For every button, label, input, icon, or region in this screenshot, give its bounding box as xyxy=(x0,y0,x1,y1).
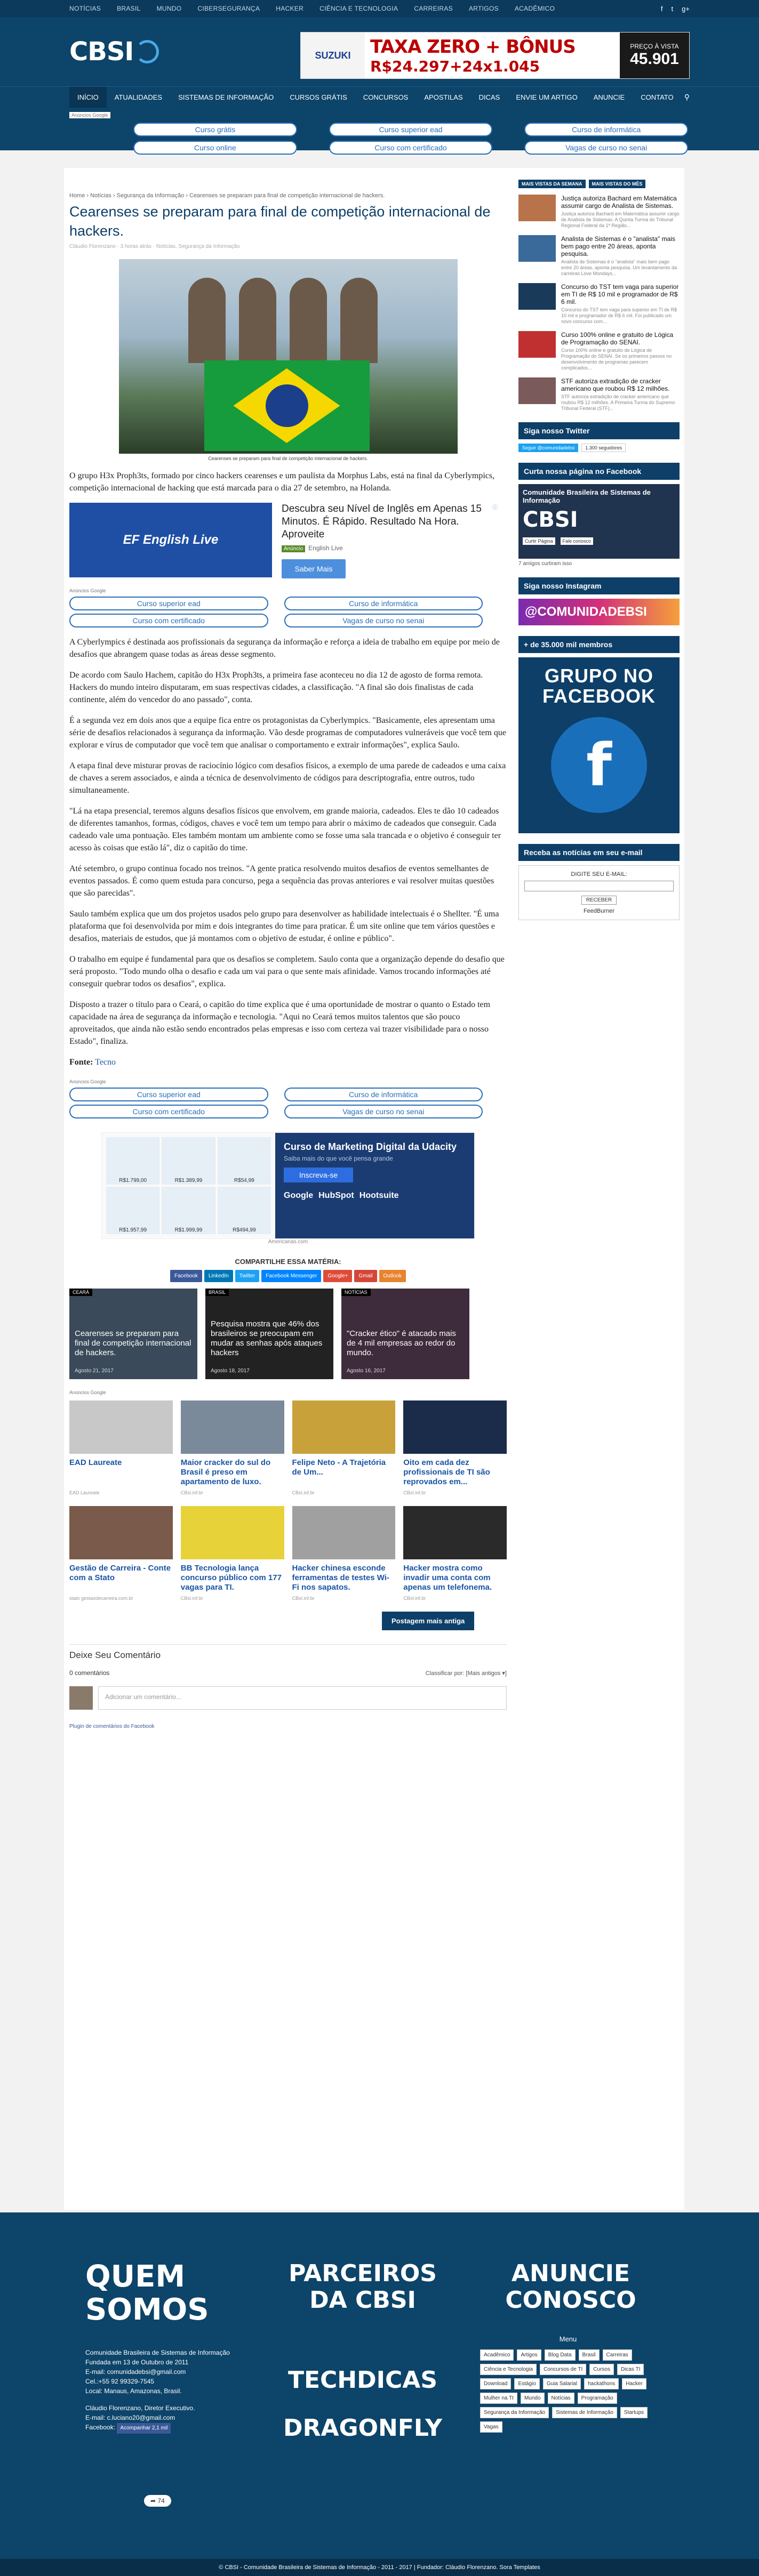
site-header xyxy=(0,17,759,86)
tag-link[interactable]: Programação xyxy=(578,2393,617,2404)
article-paragraph: Saulo também explica que um dos projetos usados pelo grupo para desenvolver as habilidade intelectuais é o Shellter. "É uma plataforma que foi desenvolvida por mim e dois integrantes do time para praticar. É um site online que tem vários questões e desafios, materiais de estudos, que já montamos com o objetivo de estudar, é online e público". xyxy=(69,909,499,943)
english-live-ad[interactable] xyxy=(69,503,499,577)
product-tile[interactable]: R$1.999,99 xyxy=(162,1187,215,1234)
rec-thumb xyxy=(292,1400,396,1454)
ad-link-pill[interactable]: Curso de informática xyxy=(284,1088,483,1101)
rec-thumb xyxy=(292,1506,396,1559)
ad-brand-image: EF English Live xyxy=(69,503,272,577)
popular-post[interactable] xyxy=(518,283,680,325)
post-title: Curso 100% online e gratuito de Lógica de Programação do SENAI. xyxy=(561,331,674,346)
article-source xyxy=(69,1056,507,1068)
ad-choices-label: Anúncios Google xyxy=(69,588,106,593)
tag-link[interactable]: Brasil xyxy=(579,2349,600,2361)
person-figure xyxy=(290,278,327,363)
related-date: Agosto 18, 2017 xyxy=(211,1368,250,1374)
group-widget xyxy=(518,636,680,833)
article-content xyxy=(64,168,512,1729)
tag-link[interactable]: Carreiras xyxy=(603,2349,632,2361)
top-ad-links xyxy=(0,108,759,150)
ad-link-pill[interactable]: Curso grátis xyxy=(133,123,297,136)
related-tag: NOTÍCIAS xyxy=(341,1289,371,1296)
fb-like-button[interactable]: Curtir Página xyxy=(523,537,555,545)
footer-tags xyxy=(480,2349,656,2433)
article-paragraph: O grupo H3x Proph3ts, formado por cinco hackers cearenses e um paulista da Morphus Labs, está na final da Cyberlympics, competição internacional de hacking que está marcada para o dia 27 de setembro, na Holanda. xyxy=(69,471,495,493)
tag-link[interactable]: hackathons xyxy=(584,2378,619,2389)
tag-link[interactable]: Mulher na TI xyxy=(480,2393,517,2404)
recommended-item[interactable] xyxy=(292,1400,396,1495)
rec-thumb xyxy=(403,1506,507,1559)
article-paragraph: De acordo com Saulo Hachem, capitão do H3x Proph3ts, a primeira fase aconteceu no dia 12 de agosto de forma remota. Hackers do mundo inteiro disputaram, em suas respectivas cidades, a classificação. "A final são dois finalistas de cada continente, além do vencedor do ano passado", conta. xyxy=(69,671,483,704)
footer-line: Fundada em 13 de Outubro de 2011 xyxy=(85,2358,189,2366)
share-title: COMPARTILHE ESSA MATÉRIA: xyxy=(235,1258,341,1266)
related-post-card[interactable] xyxy=(69,1289,197,1379)
rec-thumb xyxy=(69,1506,173,1559)
main-nav xyxy=(0,86,759,108)
tag-link[interactable]: Estágio xyxy=(514,2378,539,2389)
rec-thumb xyxy=(181,1506,284,1559)
topbar-link[interactable]: NOTÍCIAS xyxy=(69,5,101,12)
ad-choices-label: Anúncios Google xyxy=(69,1390,106,1395)
rec-source: stato gestaodecarreira.com.br xyxy=(69,1596,133,1601)
udacity-sub: Saiba mais do que você pensa grande xyxy=(284,1155,393,1162)
ad-link-pill[interactable]: Curso de informática xyxy=(524,123,688,136)
facebook-group-banner[interactable] xyxy=(518,657,680,833)
article-paragraph: Disposto a trazer o título para o Ceará, o capitão do time explica que é uma oportunidade de mostrar o quanto o Estado tem capacidade na área de segurança da informação e tecnologia. "Aqui no Ceará temos muitos talentos que são pouco aproveitados, que ainda não estão sendo encontrados pelas empresas e isso com certeza vai trazer visibilidade para o nosso Estado", finaliza. xyxy=(69,1000,491,1046)
copyright-bar: © CBSI - Comunidade Brasileira de Sistemas de Informação - 2011 - 2017 | Fundador: Cláudio Florenzano. Sora Templates xyxy=(0,2559,759,2576)
facebook-icon: f xyxy=(551,717,647,813)
nav-item-envie[interactable]: ENVIE UM ARTIGO xyxy=(516,93,578,101)
nav-item-sistemas[interactable]: SISTEMAS DE INFORMAÇÃO xyxy=(178,93,274,101)
comments-title: Deixe Seu Comentário xyxy=(69,1650,161,1660)
recommended-item[interactable] xyxy=(403,1400,507,1495)
tag-link[interactable]: Guia Salarial xyxy=(543,2378,581,2389)
mid-ad-links xyxy=(69,597,483,627)
rec-thumb xyxy=(69,1400,173,1454)
tab-weekly[interactable]: MAIS VISTAS DA SEMANA xyxy=(518,180,586,188)
share-count: 74 xyxy=(157,2497,165,2505)
partner-techdicas[interactable]: TECHDICAS xyxy=(287,2366,438,2394)
share-outlook-button[interactable]: Outlook xyxy=(379,1270,406,1282)
product-tile[interactable]: R$1.799,00 xyxy=(106,1137,159,1185)
nav-item-anuncie[interactable]: ANUNCIE xyxy=(593,93,625,101)
rec-thumb xyxy=(181,1400,284,1454)
person-figure xyxy=(340,278,378,363)
widget-title: Receba as notícias em seu e-mail xyxy=(518,844,680,861)
product-tile[interactable]: R$1.957,99 xyxy=(106,1187,159,1234)
facebook-page-box[interactable] xyxy=(518,484,680,559)
footer-menu-title: Menu xyxy=(559,2335,577,2343)
comment-input[interactable]: Adicionar um comentário... xyxy=(98,1686,507,1710)
banner-price: 45.901 xyxy=(630,50,679,68)
footer-line: Cel.:+55 92 99329-7545 xyxy=(85,2378,155,2385)
newsletter-widget xyxy=(518,844,680,920)
footer-line: Cláudio Florenzano, Diretor Executivo. xyxy=(85,2404,195,2412)
comments-sort[interactable]: Classificar por: [Mais antigos ▾] xyxy=(425,1670,507,1677)
share-gmail-button[interactable]: Gmail xyxy=(354,1270,377,1282)
sort-value: Mais antigos xyxy=(467,1670,501,1677)
source-link[interactable]: Tecno xyxy=(95,1058,116,1067)
related-title: "Cracker ético" é atacado mais de 4 mil empresas ao redor do mundo. xyxy=(347,1329,456,1357)
topbar-link[interactable]: CIÊNCIA E TECNOLOGIA xyxy=(319,5,398,12)
post-thumb xyxy=(518,195,556,221)
banner-brand: SUZUKI xyxy=(301,33,365,78)
post-title: Analista de Sistemas é o "analista" mais bem pago entre 20 áreas, aponta pesquisa. xyxy=(561,235,675,257)
topbar-link[interactable]: HACKER xyxy=(276,5,304,12)
facebook-label: Facebook: xyxy=(85,2424,116,2431)
recommended-item[interactable] xyxy=(181,1400,284,1495)
ad-link-pill[interactable]: Vagas de curso no senai xyxy=(524,141,688,155)
post-title: Concurso do TST tem vaga para superior em TI de R$ 10 mil e programador de R$ 6 mil. xyxy=(561,283,679,305)
rec-source: CBsI.inf.br xyxy=(180,1490,203,1495)
tag-link[interactable]: Mundo xyxy=(521,2393,545,2404)
nav-item-dicas[interactable]: DICAS xyxy=(478,93,500,101)
facebook-plugin-link[interactable]: Plugin de comentários do Facebook xyxy=(69,1724,155,1729)
tag-link[interactable]: Acadêmico xyxy=(480,2349,514,2361)
facebook-icon[interactable]: f xyxy=(660,4,663,13)
product-tile[interactable]: R$54,99 xyxy=(218,1137,271,1185)
related-posts xyxy=(69,1289,507,1379)
related-date: Agosto 21, 2017 xyxy=(75,1368,114,1374)
avatar xyxy=(69,1686,93,1710)
twitter-widget xyxy=(518,422,680,452)
comments-section xyxy=(69,1644,507,1729)
person-figure xyxy=(239,278,276,363)
tag-link[interactable]: Ciência e Tecnologia xyxy=(480,2364,537,2375)
tag-link[interactable]: Cursos xyxy=(589,2364,614,2375)
rec-title: Maior cracker do sul do Brasil é preso em apartamento de luxo. xyxy=(180,1458,271,1486)
header-ad-banner[interactable] xyxy=(300,32,690,79)
comments-count: 0 comentários xyxy=(69,1669,110,1677)
tag-link[interactable]: Artigos xyxy=(517,2349,541,2361)
footer-anuncie[interactable]: ANUNCIE CONOSCO xyxy=(505,2260,636,2314)
facebook-widget xyxy=(518,463,680,567)
brand-logo: Hootsuite xyxy=(359,1191,399,1200)
article-paragraph: O trabalho em equipe é fundamental para que os desafios se completem. Saulo conta que a organização depende do desafio que será proposto. "Todo mundo olha o desafio e cada um vai para o que sente mais afinidade. Vamos trocando informações até conseguir quebrar todos os desafios", explica. xyxy=(69,955,505,988)
tag-link[interactable]: Dicas TI xyxy=(617,2364,644,2375)
article-paragraph: É a segunda vez em dois anos que a equipe fica entre os protagonistas da Cyberlympics. "Basicamente, eles apresentam uma série de desafios relacionados à segurança da informação. Vão desde programas de computadores vulneráveis que você tem que explorar e vírus de computador que você tem que analisar o comportamento e extrair informações", explica Saulo. xyxy=(69,716,506,750)
footer-parceiros: PARCEIROS DA CBSI xyxy=(289,2260,437,2314)
ad-link-pill[interactable]: Curso de informática xyxy=(284,597,483,610)
bottom-ad-links xyxy=(69,1088,483,1118)
fb-logo: CBSI xyxy=(523,508,578,532)
ad-link-pill[interactable]: Curso com certificado xyxy=(329,141,493,155)
tag-link[interactable]: Segurança da Informação xyxy=(480,2407,549,2418)
udacity-cta-button[interactable]: Inscreva-se xyxy=(284,1168,353,1182)
brand-logo: HubSpot xyxy=(318,1191,354,1200)
footer-line: Local: Manaus, Amazonas, Brasil. xyxy=(85,2387,182,2395)
nav-item-cursos[interactable]: CURSOS GRÁTIS xyxy=(290,93,347,101)
post-thumb xyxy=(518,283,556,310)
rec-title: Hacker mostra como invadir uma conta com apenas um telefonema. xyxy=(403,1564,492,1592)
breadcrumb: Home › Notícias › Segurança da Informação › Cearenses se preparam para final de competição internacional de hackers. xyxy=(69,192,385,199)
related-post-card[interactable] xyxy=(205,1289,333,1379)
ad-link-pill[interactable]: Curso com certificado xyxy=(69,1105,268,1118)
tab-monthly[interactable]: MAIS VISTAS DO MÊS xyxy=(589,180,646,188)
post-excerpt: Justiça autoriza Bachard em Matemática assumir cargo de Analista de Sistemas. A Quinta Turma do Tribunal Regional Federal da 1ª Região... xyxy=(561,211,680,228)
fb-friends: 7 amigos curtiram isso xyxy=(518,561,572,567)
tag-link[interactable]: Sistemas de Informação xyxy=(552,2407,617,2418)
nav-item-apostilas[interactable]: APOSTILAS xyxy=(424,93,463,101)
fb-message-button[interactable]: Fale conosco xyxy=(561,537,594,545)
ad-link-pill[interactable]: Vagas de curso no senai xyxy=(284,1105,483,1118)
related-post-card[interactable] xyxy=(341,1289,469,1379)
topbar-link[interactable]: BRASIL xyxy=(117,5,141,12)
post-excerpt: STF autoriza extradição de cracker americano que roubou R$ 12 milhões. A Primeira Turma do Supremo Tribunal Federal (STF)... xyxy=(561,394,675,411)
main-container xyxy=(64,168,684,2210)
twitter-count: 1.300 seguidores xyxy=(581,444,626,452)
rec-thumb xyxy=(403,1400,507,1454)
post-thumb xyxy=(518,377,556,404)
older-posts-button[interactable]: Postagem mais antiga xyxy=(382,1612,474,1630)
logo-text: CBSI xyxy=(69,37,134,67)
site-logo[interactable] xyxy=(69,30,176,73)
post-thumb xyxy=(518,331,556,358)
ad-link-pill[interactable]: Vagas de curso no senai xyxy=(284,614,483,627)
popular-post[interactable] xyxy=(518,235,680,277)
related-tag: BRASIL xyxy=(205,1289,229,1296)
ad-choices-label: Anúncios Google xyxy=(69,1079,106,1084)
recommended-item[interactable] xyxy=(181,1506,284,1601)
ad-advertiser: English Live xyxy=(308,544,343,552)
tag-link[interactable]: Startups xyxy=(620,2407,648,2418)
related-title: Pesquisa mostra que 46% dos brasileiros se preocupam em mudar as senhas após ataques hackers xyxy=(211,1319,323,1357)
rec-source: CBsI.inf.br xyxy=(180,1596,203,1601)
rec-title: Gestão de Carreira - Conte com a Stato xyxy=(69,1564,171,1582)
feedburner-label: FeedBurner xyxy=(583,908,615,914)
banner-offer: R$24.297+24x1.045 xyxy=(370,57,540,75)
google-plus-icon[interactable]: g+ xyxy=(682,4,690,13)
share-icon: ➦ xyxy=(150,2497,156,2505)
tag-link[interactable]: Vagas xyxy=(480,2421,502,2433)
footer-line: E-mail: c.luciano20@gmail.com xyxy=(85,2414,175,2421)
share-google-button[interactable]: Google+ xyxy=(323,1270,352,1282)
ad-choices-label: Anúncios Google xyxy=(69,112,110,118)
source-label: Fonte: xyxy=(69,1058,93,1067)
ad-link-pill[interactable]: Curso online xyxy=(133,141,297,155)
topbar-link[interactable]: CIBERSEGURANÇA xyxy=(197,5,260,12)
topbar-link[interactable]: CARREIRAS xyxy=(414,5,453,12)
product-tile[interactable]: R$494,99 xyxy=(218,1187,271,1234)
ad-link-pill[interactable]: Curso com certificado xyxy=(69,614,268,627)
related-tag: CEARÁ xyxy=(69,1289,92,1296)
nav-item-atualidades[interactable]: ATUALIDADES xyxy=(114,93,163,101)
instagram-widget xyxy=(518,577,680,625)
tag-link[interactable]: Blog Data xyxy=(545,2349,576,2361)
tag-link[interactable]: Notícias xyxy=(548,2393,574,2404)
post-excerpt: Curso 100% online e gratuito de Lógica de Programação do SENAI. Se os primeiros passos no desenvolvimento de programas parecem complicados... xyxy=(561,348,672,371)
recommended-item[interactable] xyxy=(69,1400,173,1495)
nav-item-inicio[interactable]: INÍCIO xyxy=(69,87,107,108)
popular-post[interactable] xyxy=(518,195,680,229)
brazil-flag xyxy=(204,360,370,451)
page-title: Cearenses se preparam para final de competição internacional de hackers. xyxy=(69,204,491,239)
related-date: Agosto 16, 2017 xyxy=(347,1368,386,1374)
footer-quem-somos: QUEM SOMOS xyxy=(85,2259,209,2327)
widget-title: + de 35.000 mil membros xyxy=(518,636,680,653)
udacity-title: Curso de Marketing Digital da Udacity xyxy=(284,1141,457,1152)
rec-title: Felipe Neto - A Trajetória de Um... xyxy=(292,1458,386,1477)
recommended-item[interactable] xyxy=(403,1506,507,1601)
rec-title: BB Tecnologia lança concurso público com 177 vagas para TI. xyxy=(180,1564,282,1592)
tag-link[interactable]: Download xyxy=(480,2378,511,2389)
nav-item-contato[interactable]: CONTATO xyxy=(641,93,674,101)
twitter-icon[interactable]: t xyxy=(671,4,674,13)
banner-headline: TAXA ZERO + BÔNUS xyxy=(370,36,576,58)
ad-info-icon[interactable]: ⓘ xyxy=(492,505,498,511)
shopping-ad[interactable] xyxy=(101,1132,475,1239)
topbar-link[interactable]: MUNDO xyxy=(156,5,182,12)
tag-link[interactable]: Concursos de TI xyxy=(540,2364,586,2375)
related-title: Cearenses se preparam para final de competição internacional de hackers. xyxy=(75,1329,191,1357)
nav-item-concursos[interactable]: CONCURSOS xyxy=(363,93,409,101)
popular-post[interactable] xyxy=(518,377,680,412)
rec-source: CBsI.inf.br xyxy=(292,1490,315,1495)
ad-link-pill[interactable]: Curso superior ead xyxy=(69,597,268,610)
footer-line: Comunidade Brasileira de Sistemas de Informação xyxy=(85,2349,230,2356)
rec-source: EAD Laureate xyxy=(69,1490,100,1495)
subscribe-button[interactable]: RECEBER xyxy=(581,896,617,905)
ad-badge: Anúncio xyxy=(282,545,305,552)
fb-page-name: Comunidade Brasileira de Sistemas de Informação xyxy=(523,488,651,504)
shop-caption: Americanas.com xyxy=(268,1239,308,1245)
post-excerpt: Analista de Sistemas é o "analista" mais bem pago entre 20 áreas, aponta pesquisa. Um levantamento da carreiras Love Mondays... xyxy=(561,259,677,276)
rec-source: CBsI.inf.br xyxy=(403,1490,426,1495)
share-facebook-button[interactable]: Facebook xyxy=(170,1270,202,1282)
social-icons xyxy=(661,5,690,13)
article-paragraph: Até setembro, o grupo continua focado nos treinos. "A gente pratica resolvendo muitos desafios de eventos semelhantes de eventos passados. É como quem estuda para concurso, pega a sequência das provas anteriores e vai resolver muitas questões que são parecidas". xyxy=(69,864,494,898)
sort-label: Classificar por: xyxy=(425,1670,465,1677)
site-footer xyxy=(0,2212,759,2559)
brand-logo: Google xyxy=(284,1191,314,1200)
post-title: STF autoriza extradição de cracker americano que roubou R$ 12 milhões. xyxy=(561,377,670,392)
search-icon[interactable]: ⚲ xyxy=(684,93,690,101)
widget-title: Curta nossa página no Facebook xyxy=(518,463,680,480)
recommended-item[interactable] xyxy=(292,1506,396,1601)
group-title: GRUPO NO FACEBOOK xyxy=(542,665,656,707)
recommended-content xyxy=(69,1400,507,1601)
photo-caption: Cearenses se preparam para final de competição internacional de hackers. xyxy=(208,456,368,461)
partner-dragonfly[interactable]: DRAGONFLY xyxy=(283,2414,442,2442)
logo-ring-icon xyxy=(135,40,159,63)
recommended-item[interactable] xyxy=(69,1506,173,1601)
banner-price-label: PREÇO À VISTA xyxy=(630,43,679,50)
product-tile[interactable]: R$1.389,99 xyxy=(162,1137,215,1185)
article-paragraph: A etapa final deve misturar provas de raciocínio lógico com desafios físicos, a exemplo de uma parede de cadeados e uma caixa de chaves a serem associados, e ainda a técnica de desenvolvimento de códigos para descriptografia, entre outros, tudo simultaneamente. xyxy=(69,761,506,795)
topbar-link[interactable]: ARTIGOS xyxy=(468,5,499,12)
post-title: Justiça autoriza Bachard em Matemática assumir cargo de Analista de Sistemas. xyxy=(561,195,677,210)
popular-post[interactable] xyxy=(518,331,680,371)
rec-source: CBsI.inf.br xyxy=(403,1596,426,1601)
share-messenger-button[interactable]: Facebook Messenger xyxy=(261,1270,321,1282)
footer-line: E-mail: comunidadebsi@gmail.com xyxy=(85,2368,186,2376)
sidebar xyxy=(518,180,680,920)
newsletter-label: DIGITE SEU E-MAIL: xyxy=(571,871,627,878)
share-counter xyxy=(144,2495,171,2507)
share-buttons xyxy=(69,1270,507,1282)
post-thumb xyxy=(518,235,556,262)
facebook-follow-button[interactable]: Acompanhar 2,1 mil xyxy=(117,2423,171,2434)
article-paragraph: "Lá na etapa presencial, teremos alguns desafios físicos que envolvem, em grande maioria, cadeados. Eles te dão 10 cadeados de diferentes tamanhos, formas, códigos, chaves e você tem um tempo para abrir o máximo de cadeados que conseguir. Cada cadeado vale uma pontuação. Eles também montam um ambiente como se fosse uma sala trancada e o objetivo é conseguir ter acesso às coisas que estão lá", diz o capitão do time. xyxy=(69,807,501,852)
article-paragraph: A Cyberlympics é destinada aos profissionais da segurança da informação e reforça a ideia de trabalho em equipe por meio de desafios que abrangem quase todas as áreas desse segmento. xyxy=(69,638,500,659)
post-excerpt: Concurso do TST tem vaga para superior em TI de R$ 10 mil e programador de R$ 6 mil. Foi publicado um novo concurso com... xyxy=(561,307,677,324)
ad-link-pill[interactable]: Curso superior ead xyxy=(69,1088,268,1101)
topbar-link[interactable]: ACADÊMICO xyxy=(514,5,555,12)
article-photo xyxy=(119,259,458,454)
ad-cta-button[interactable]: Saber Mais xyxy=(282,559,346,578)
twitter-follow-button[interactable]: Seguir @comunidadebsi xyxy=(518,444,578,452)
ad-link-pill[interactable]: Curso superior ead xyxy=(329,123,493,136)
rec-title: Hacker chinesa esconde ferramentas de testes Wi-Fi nos sapatos. xyxy=(292,1564,389,1592)
email-field[interactable] xyxy=(524,881,674,891)
instagram-banner[interactable]: @COMUNIDADEBSI xyxy=(518,599,680,625)
rec-title: EAD Laureate xyxy=(69,1458,122,1467)
rec-source: CBsI.inf.br xyxy=(292,1596,315,1601)
top-bar xyxy=(0,0,759,17)
share-linkedin-button[interactable]: LinkedIn xyxy=(204,1270,233,1282)
person-figure xyxy=(188,278,226,363)
tag-link[interactable]: Hacker xyxy=(622,2378,646,2389)
article-meta: Cláudio Florenzano · 3 horas atrás · Notícias, Segurança da Informação xyxy=(69,244,240,249)
ad-text: Descubra seu Nível de Inglês em Apenas 15 Minutos. É Rápido. Resultado Na Hora. Aproveite xyxy=(282,503,482,540)
widget-title: Siga nosso Instagram xyxy=(518,577,680,594)
rec-title: Oito em cada dez profissionais de TI são reprovados em... xyxy=(403,1458,490,1486)
widget-title: Siga nosso Twitter xyxy=(518,422,680,439)
share-twitter-button[interactable]: Twitter xyxy=(235,1270,259,1282)
